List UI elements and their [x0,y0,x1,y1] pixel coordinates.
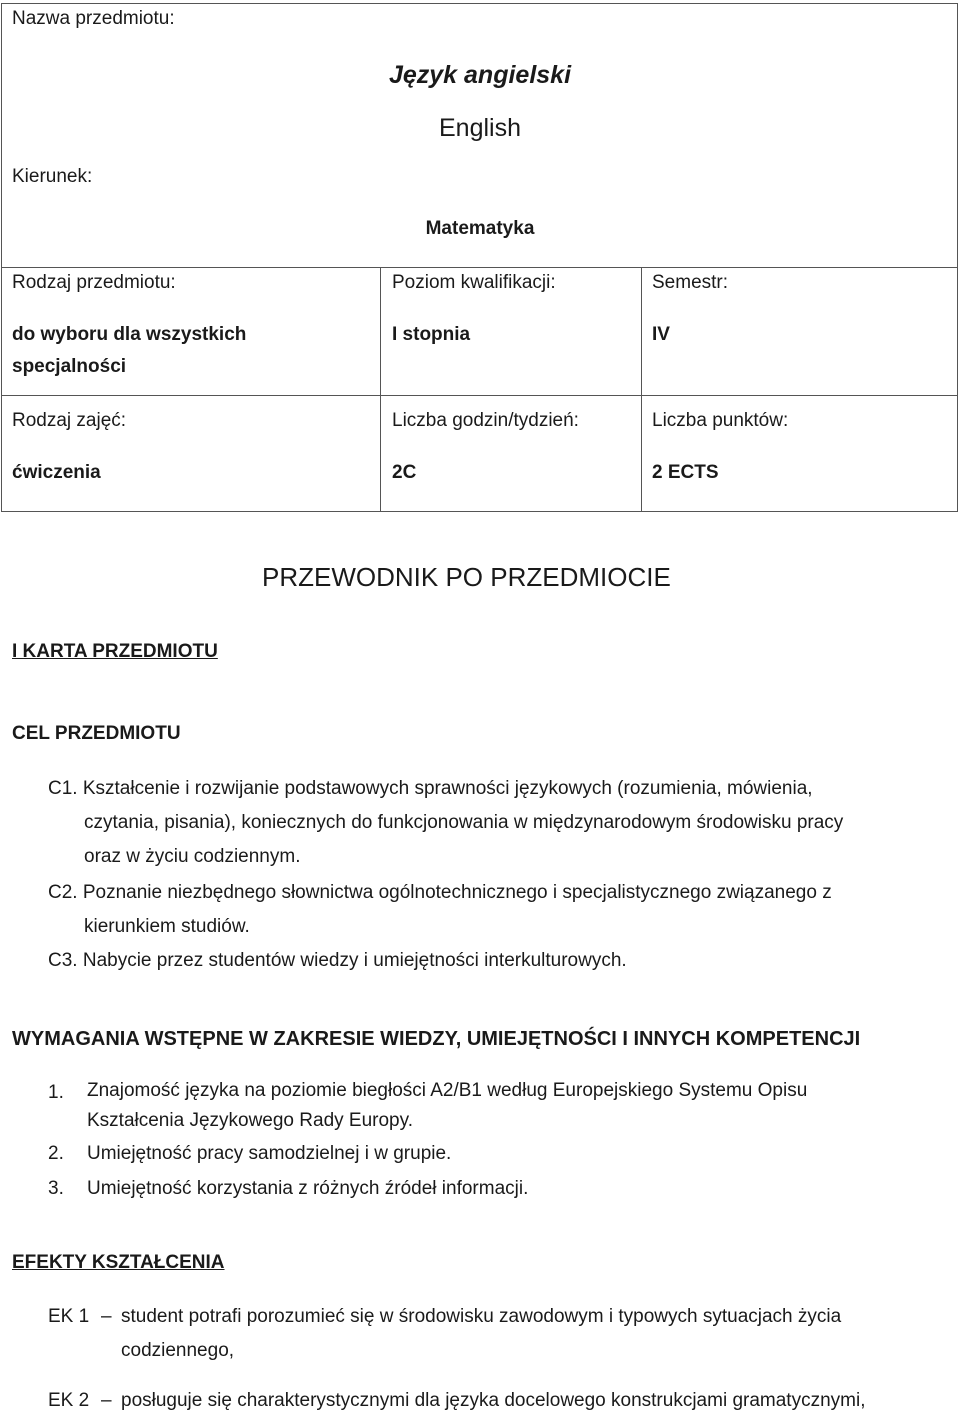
subject-type-label: Rodzaj przedmiotu: [12,272,176,293]
requirement-number: 2. [48,1143,64,1164]
subject-type-value-cont: specjalności [12,356,127,377]
semester-value: IV [652,324,670,345]
field-label: Kierunek: [12,166,93,187]
subject-name-en: English [439,114,521,142]
outcomes-heading: EFEKTY KSZTAŁCENIA [12,1252,225,1273]
table-col-divider [641,267,642,512]
course-info-table [0,0,960,515]
outcome-line: student potrafi porozumieć się w środowisku zawodowym i typowych sytuacjach życia [121,1306,842,1327]
goal-c1-line: C1. Kształcenie i rozwijanie podstawowych sprawności językowych (rozumienia, mówienia, [48,778,813,799]
outcome-dash: – [101,1306,112,1327]
requirement-item: Umiejętność korzystania z różnych źródeł informacji. [87,1178,529,1199]
table-border-top [1,3,958,4]
goal-c2-line: kierunkiem studiów. [84,916,250,937]
goal-c3-line: C3. Nabycie przez studentów wiedzy i umiejętności interkulturowych. [48,950,627,971]
goal-c1-line: oraz w życiu codziennym. [84,846,301,867]
goal-c2 [48,876,832,944]
goal-c2-line: C2. Poznanie niezbędnego słownictwa ogólnotechnicznego i specjalistycznego związanego z [48,882,832,903]
goal-c1-line: czytania, pisania), koniecznych do funkcjonowania w międzynarodowym środowisku pracy [84,812,844,833]
requirement-line: Kształcenia Językowego Rady Europy. [87,1110,413,1131]
table-col-divider [380,267,381,512]
subject-label: Nazwa przedmiotu: [12,8,175,29]
outcome-item: posługuje się charakterystycznymi dla języka docelowego konstrukcjami gramatycznymi, [121,1390,866,1411]
requirement-number: 1. [48,1082,64,1103]
outcome-code: EK 1 [48,1306,90,1327]
points-value: 2 ECTS [652,462,719,483]
qualification-level-value: I stopnia [392,324,471,345]
table-row-divider [1,395,958,396]
table-border-bottom [1,511,958,512]
requirement-item [87,1076,807,1136]
goal-c1 [48,772,843,874]
goal-heading: CEL PRZEDMIOTU [12,723,181,744]
card-title: I KARTA PRZEDMIOTU [12,641,218,662]
hours-per-week-value: 2C [392,462,417,483]
guide-title: PRZEWODNIK PO PRZEDMIOCIE [262,562,671,592]
qualification-level-label: Poziom kwalifikacji: [392,272,556,293]
requirement-line: Znajomość języka na poziomie biegłości A2/B1 według Europejskiego Systemu Opisu [87,1080,808,1101]
requirement-item: Umiejętność pracy samodzielnej i w grupie. [87,1143,452,1164]
requirements-heading: WYMAGANIA WSTĘPNE W ZAKRESIE WIEDZY, UMIEJĘTNOŚCI I INNYCH KOMPETENCJI [12,1028,861,1050]
outcome-code: EK 2 [48,1390,90,1411]
outcome-line: codziennego, [121,1340,235,1361]
field-value: Matematyka [425,218,535,239]
class-type-value: ćwiczenia [12,462,101,483]
table-row-divider [1,267,958,268]
goal-c3 [48,944,627,978]
class-type-label: Rodzaj zajęć: [12,410,127,431]
subject-name-pl: Język angielski [388,61,572,89]
outcome-dash: – [101,1390,112,1411]
semester-label: Semestr: [652,272,729,293]
outcome-item [121,1300,841,1368]
requirement-number: 3. [48,1178,64,1199]
subject-type-value: do wyboru dla wszystkich [12,324,247,345]
hours-per-week-label: Liczba godzin/tydzień: [392,410,579,431]
points-label: Liczba punktów: [652,410,789,431]
